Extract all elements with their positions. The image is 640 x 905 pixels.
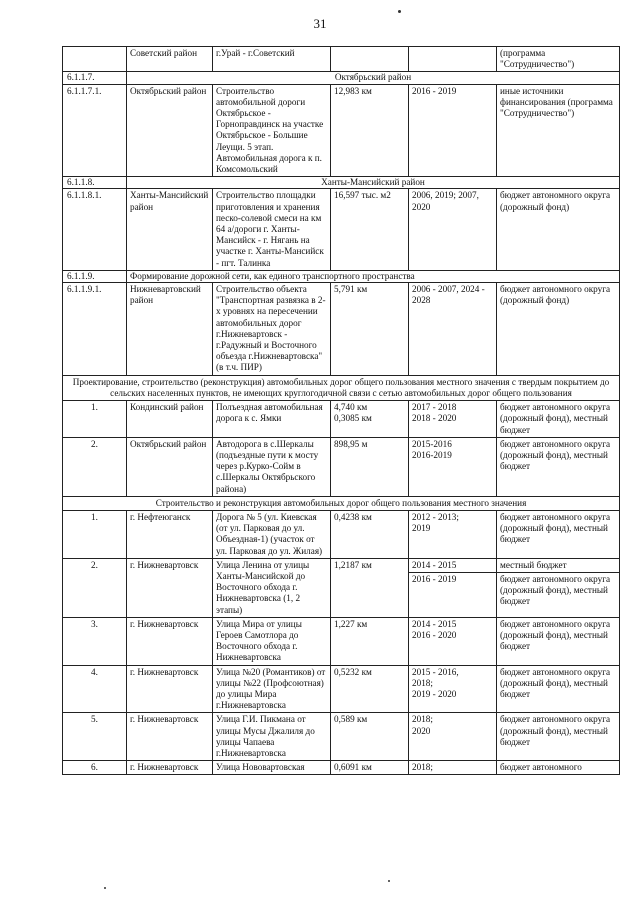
- cell-line: 2018;: [412, 714, 433, 725]
- cell-line: 2018;: [412, 762, 433, 773]
- district-cell: г. Нижневартовск: [127, 761, 213, 775]
- section-number: 6.1.1.8.: [63, 177, 127, 189]
- length-cell: [331, 617, 409, 665]
- table-row: [63, 713, 620, 761]
- group-heading: Проектирование, строительство (реконструкция) автомобильных дорог общего пользования местного значения с твердым покрытием до сельских населенных пунктов, не имеющих круглогодичной связи с сетью автомобильных дорог общего пользования: [63, 375, 620, 400]
- length-cell: 12,983 км: [331, 84, 409, 177]
- length-cell: [331, 761, 409, 775]
- source-cell: (программа "Сотрудничество"): [497, 47, 620, 72]
- cell-line: 0,3085 км: [334, 413, 372, 424]
- scan-mark: [104, 887, 106, 889]
- object-cell: Дорога № 5 (ул. Киевская (от ул. Парковая до ул. Объездная-1) (участок от ул. Парковая до ул. Жилая): [213, 510, 331, 558]
- cell-line: 2018;: [412, 677, 433, 688]
- cell-line: 2019: [412, 523, 431, 534]
- projects-table: [62, 46, 620, 775]
- cell-line: 2014 - 2015: [412, 559, 457, 570]
- group-heading-row: [63, 375, 620, 400]
- cell-line: 0,5232 км: [334, 666, 372, 677]
- group-heading-row: [63, 496, 620, 510]
- years-cell: 2006 - 2007, 2024 - 2028: [409, 283, 497, 376]
- object-cell: г.Урай - г.Советский: [213, 47, 331, 72]
- page-number: 31: [313, 16, 327, 31]
- length-cell: [331, 713, 409, 761]
- source-cell: иные источники финансирования (программа "Сотрудничество"): [497, 84, 620, 177]
- table-row: [63, 665, 620, 713]
- cell-line: 0,4238 км: [334, 511, 372, 522]
- object-cell: Улица Мира от улицы Героев Самотлора до Восточного обхода г. Нижневартовска: [213, 617, 331, 665]
- cell-line: 2017 - 2018: [412, 402, 457, 413]
- object-cell: Строительство автомобильной дороги Октябрьское - Горноправдинск на участке Октябрьское - Большие Леущи. 5 этап. Автомобильная дорога к п. Комсомольский: [213, 84, 331, 177]
- object-cell: Улица №20 (Романтиков) от улицы №22 (Профсоютная) до улицы Мира г.Нижневартовска: [213, 665, 331, 713]
- source-cell: бюджет автономного округа (дорожный фонд), местный бюджет: [497, 510, 620, 558]
- years-cell: [409, 437, 497, 496]
- row-number: 2.: [63, 558, 127, 617]
- row-number: 6.1.1.9.1.: [63, 283, 127, 376]
- cell-line: 898,95 м: [334, 438, 368, 449]
- district-cell: г. Нижневартовск: [127, 558, 213, 617]
- object-cell: Автодорога в с.Шеркалы (подъездные пути к мосту через р.Курко-Сойм в с.Шеркалы Октябрьского района): [213, 437, 331, 496]
- object-cell: Улица Ленина от улицы Ханты-Мансийской до Восточного обхода г. Нижневартовска (1, 2 этапы): [213, 558, 331, 617]
- years-cell: 2006, 2019; 2007, 2020: [409, 189, 497, 270]
- table-row: [63, 558, 620, 617]
- row-number: 6.: [63, 761, 127, 775]
- cell-line: 4,740 км: [334, 402, 368, 413]
- cell-line: 2015-2016: [412, 438, 452, 449]
- district-cell: Советский район: [127, 47, 213, 72]
- length-cell: [331, 665, 409, 713]
- years-cell: [409, 401, 497, 438]
- source-cell: бюджет автономного округа (дорожный фонд), местный бюджет: [497, 401, 620, 438]
- cell-line: 2016 - 2020: [412, 629, 457, 640]
- length-cell: 16,597 тыс. м2: [331, 189, 409, 270]
- section-title: Октябрьский район: [127, 72, 620, 84]
- row-number: 1.: [63, 510, 127, 558]
- cell-line: 1,227 км: [334, 618, 368, 629]
- row-number: 6.1.1.7.1.: [63, 84, 127, 177]
- cell-line: 2019 - 2020: [412, 688, 457, 699]
- source-cell: бюджет автономного округа (дорожный фонд), местный бюджет: [497, 713, 620, 761]
- cell-line: 2020: [412, 725, 431, 736]
- length-cell: [331, 47, 409, 72]
- district-cell: Кондинский район: [127, 401, 213, 438]
- cell-line: 2014 - 2015: [412, 618, 457, 629]
- table-row: [63, 617, 620, 665]
- district-cell: г. Нижневартовск: [127, 665, 213, 713]
- section-row: [63, 72, 620, 84]
- length-cell: [331, 437, 409, 496]
- district-cell: Октябрьский район: [127, 437, 213, 496]
- table-row: [63, 47, 620, 72]
- source-cell: бюджет автономного округа (дорожный фонд): [497, 283, 620, 376]
- years-cell: [409, 47, 497, 72]
- table-row: [63, 437, 620, 496]
- table-row: [63, 761, 620, 775]
- scan-mark: [398, 10, 401, 13]
- object-cell: Строительство площадки приготовления и хранения песко-солевой смеси на км 64 а/дороги г. Ханты-Мансийск - г. Нягань на участке г. Ханты-Мансийск - пгт. Талинка: [213, 189, 331, 270]
- section-title: Формирование дорожной сети, как единого транспортного пространства: [127, 270, 620, 282]
- cell-line: местный бюджет: [500, 559, 567, 570]
- district-cell: г. Нижневартовск: [127, 617, 213, 665]
- row-number: [63, 47, 127, 72]
- cell-line: бюджет автономного округа (дорожный фонд), местный бюджет: [500, 573, 611, 607]
- object-cell: Улица Нововартовская: [213, 761, 331, 775]
- cell-line: 0,6091 км: [334, 762, 372, 773]
- cell-line: 2015 - 2016,: [412, 666, 459, 677]
- years-cell: [409, 617, 497, 665]
- length-cell: 1,2187 км: [331, 558, 409, 617]
- source-cell: бюджет автономного округа (дорожный фонд), местный бюджет: [497, 665, 620, 713]
- section-row: [63, 270, 620, 282]
- source-cell: [497, 558, 620, 617]
- years-cell: 2016 - 2019: [409, 84, 497, 177]
- row-number: 5.: [63, 713, 127, 761]
- source-cell: бюджет автономного округа (дорожный фонд): [497, 189, 620, 270]
- length-cell: [331, 401, 409, 438]
- source-cell: бюджет автономного округа (дорожный фонд), местный бюджет: [497, 437, 620, 496]
- length-cell: [331, 510, 409, 558]
- row-number: 2.: [63, 437, 127, 496]
- years-cell: [409, 558, 497, 617]
- district-cell: Нижневартовский район: [127, 283, 213, 376]
- district-cell: г. Нефтеюганск: [127, 510, 213, 558]
- table-row: [63, 401, 620, 438]
- table-row: [63, 84, 620, 177]
- cell-line: 2016 - 2019: [412, 573, 457, 584]
- group-heading: Строительство и реконструкция автомобильных дорог общего пользования местного значения: [63, 496, 620, 510]
- cell-line: 2016-2019: [412, 449, 452, 460]
- section-number: 6.1.1.9.: [63, 270, 127, 282]
- cell-divider: [409, 572, 496, 573]
- object-cell: Полъездная автомобильная дорога к с. Ямки: [213, 401, 331, 438]
- source-cell: бюджет автономного: [497, 761, 620, 775]
- cell-divider: [497, 572, 619, 573]
- years-cell: [409, 713, 497, 761]
- row-number: 1.: [63, 401, 127, 438]
- years-cell: [409, 761, 497, 775]
- section-row: [63, 177, 620, 189]
- district-cell: г. Нижневартовск: [127, 713, 213, 761]
- section-title: Ханты-Мансийский район: [127, 177, 620, 189]
- cell-line: 0,589 км: [334, 714, 368, 725]
- years-cell: [409, 665, 497, 713]
- district-cell: Октябрьский район: [127, 84, 213, 177]
- table-row: [63, 189, 620, 270]
- district-cell: Ханты-Мансийский район: [127, 189, 213, 270]
- cell-line: 2012 - 2013;: [412, 511, 459, 522]
- source-cell: бюджет автономного округа (дорожный фонд), местный бюджет: [497, 617, 620, 665]
- object-cell: Строительство объекта "Транспортная развязка в 2-х уровнях на пересечении автомобильных дорог г.Нижневартовск - г.Радужный и Восточного объезда г.Нижневартовска" (в т.ч. ПИР): [213, 283, 331, 376]
- length-cell: 5,791 км: [331, 283, 409, 376]
- table-row: [63, 283, 620, 376]
- years-cell: [409, 510, 497, 558]
- row-number: 4.: [63, 665, 127, 713]
- cell-line: 2018 - 2020: [412, 413, 457, 424]
- section-number: 6.1.1.7.: [63, 72, 127, 84]
- object-cell: Улица Г.И. Пикмана от улицы Мусы Джалиля до улицы Чапаева г.Нижневартовска: [213, 713, 331, 761]
- table-row: [63, 510, 620, 558]
- row-number: 6.1.1.8.1.: [63, 189, 127, 270]
- scan-mark: [388, 880, 390, 882]
- row-number: 3.: [63, 617, 127, 665]
